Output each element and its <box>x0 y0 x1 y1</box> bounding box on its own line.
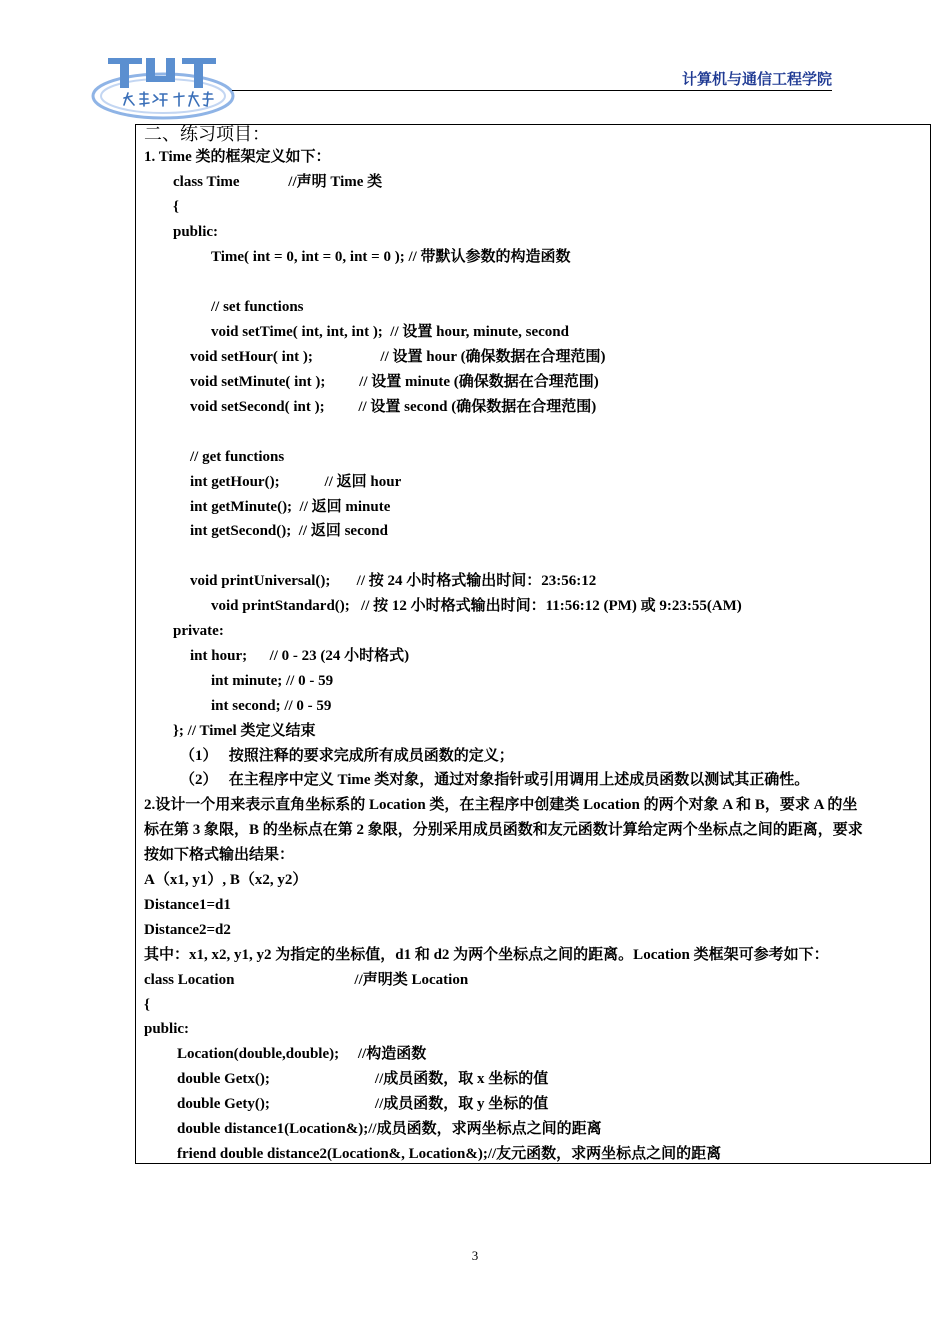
output-format-line: Distance1=d1 <box>144 897 231 913</box>
code-line: int minute; // 0 - 59 <box>211 673 334 689</box>
code-line: public: <box>144 1021 190 1037</box>
task-item: （1） 按照注释的要求完成所有成员函数的定义； <box>180 748 514 764</box>
code-line: private: <box>173 623 224 639</box>
code-line: void setTime( int, int, int ); // 设置 hour, minute, second <box>211 324 569 340</box>
code-line: Location(double,double); //构造函数 <box>177 1046 427 1062</box>
header-divider <box>232 90 832 91</box>
code-line: double distance1(Location&);//成员函数，求两坐标点之间的距离 <box>177 1121 602 1137</box>
code-line: void setHour( int ); // 设置 hour (确保数据在合理范围) <box>190 349 606 365</box>
output-format-line: A（x1, y1）, B（x2, y2） <box>144 872 308 888</box>
code-line: double Getx(); //成员函数，取 x 坐标的值 <box>177 1071 549 1087</box>
code-line: friend double distance2(Location&, Location&);//友元函数，求两坐标点之间的距离 <box>177 1146 722 1162</box>
content-box <box>135 124 931 1164</box>
code-line: int getMinute(); // 返回 minute <box>190 499 391 515</box>
code-line: // get functions <box>190 449 285 465</box>
code-line: void printStandard(); // 按 12 小时格式输出时间：11:56:12 (PM) 或 9:23:55(AM) <box>211 598 742 614</box>
code-line: void printUniversal(); // 按 24 小时格式输出时间：23:56:12 <box>190 573 597 589</box>
page-number: 3 <box>471 1248 479 1263</box>
code-line: { <box>144 997 150 1013</box>
question-1-intro: 1. Time 类的框架定义如下： <box>144 149 331 165</box>
code-line: int hour; // 0 - 23 (24 小时格式) <box>190 648 410 664</box>
code-line: void setSecond( int ); // 设置 second (确保数据在合理范围) <box>190 399 597 415</box>
question-2-text: 标在第 3 象限，B 的坐标点在第 2 象限，分别采用成员函数和友元函数计算给定两个坐标点之间的距离，要求 <box>144 822 863 838</box>
code-line: class Time //声明 Time 类 <box>173 174 383 190</box>
code-line: public: <box>173 224 219 240</box>
section-title: 二、练习项目： <box>144 124 270 144</box>
question-2-text: 2.设计一个用来表示直角坐标系的 Location 类，在主程序中创建类 Location 的两个对象 A 和 B，要求 A 的坐 <box>144 797 858 813</box>
task-item: （2） 在主程序中定义 Time 类对象，通过对象指针或引用调用上述成员函数以测试其正确性。 <box>180 772 810 788</box>
code-line: int getHour(); // 返回 hour <box>190 474 402 490</box>
question-2-text: 按如下格式输出结果： <box>144 847 295 863</box>
code-line: double Gety(); //成员函数，取 y 坐标的值 <box>177 1096 549 1112</box>
university-logo <box>90 46 236 122</box>
code-line: { <box>173 199 179 215</box>
school-name: 计算机与通信工程学院 <box>681 70 832 88</box>
code-line: // set functions <box>211 299 304 315</box>
question-2-note: 其中：x1, x2, y1, y2 为指定的坐标值，d1 和 d2 为两个坐标点之间的距离。Location 类框架可参考如下： <box>144 947 829 963</box>
code-line: class Location //声明类 Location <box>144 972 469 988</box>
code-line: int second; // 0 - 59 <box>211 698 332 714</box>
code-line: Time( int = 0, int = 0, int = 0 ); // 带默认参数的构造函数 <box>211 249 571 265</box>
output-format-line: Distance2=d2 <box>144 922 231 938</box>
code-line: int getSecond(); // 返回 second <box>190 523 388 539</box>
code-line: void setMinute( int ); // 设置 minute (确保数据在合理范围) <box>190 374 599 390</box>
code-line: }; // Timel 类定义结束 <box>173 723 316 739</box>
